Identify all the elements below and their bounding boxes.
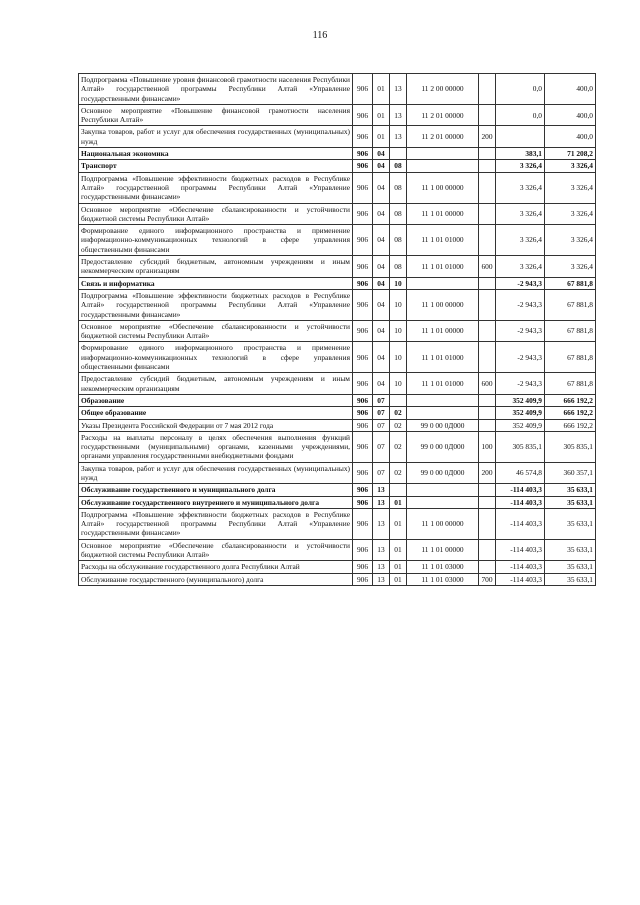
amount-total-cell: 3 326,4	[545, 172, 596, 203]
amount-change-cell: -2 943,3	[496, 320, 545, 342]
expense-type-cell: 600	[479, 256, 496, 278]
expense-type-cell	[479, 342, 496, 373]
section-code-cell: 04	[373, 225, 390, 256]
expense-name-cell: Подпрограмма «Повышение уровня финансовой грамотности населения Республики Алтай» государственной программы Республики Алтай «Управление государственными финансами»	[79, 74, 353, 105]
expense-name-cell: Формирование единого информационного пространства и применение информационно-коммуникационных технологий в сфере управления общественными финансами	[79, 225, 353, 256]
amount-total-cell: 400,0	[545, 74, 596, 105]
section-code-cell: 04	[373, 277, 390, 289]
amount-total-cell: 35 633,1	[545, 484, 596, 496]
target-article-cell: 99 0 00 0Д000	[407, 419, 479, 431]
expense-type-cell	[479, 277, 496, 289]
expense-name-cell: Закупка товаров, работ и услуг для обеспечения государственных (муниципальных) нужд	[79, 126, 353, 148]
amount-change-cell: 352 409,9	[496, 407, 545, 419]
section-code-cell: 04	[373, 256, 390, 278]
amount-change-cell: 3 326,4	[496, 203, 545, 225]
amount-change-cell: -114 403,3	[496, 539, 545, 561]
table-row	[79, 407, 596, 419]
subsection-code-cell: 10	[390, 277, 407, 289]
subsection-code-cell: 08	[390, 256, 407, 278]
subsection-code-cell	[390, 484, 407, 496]
subsection-code-cell	[390, 394, 407, 406]
subsection-code-cell: 02	[390, 407, 407, 419]
expense-type-cell	[479, 289, 496, 320]
expense-name-cell: Связь и информатика	[79, 277, 353, 289]
table-row	[79, 320, 596, 342]
section-code-cell: 13	[373, 539, 390, 561]
target-article-cell: 99 0 00 0Д000	[407, 462, 479, 484]
expense-name-cell: Предоставление субсидий бюджетным, автономным учреждениям и иным некоммерческим организациям	[79, 373, 353, 395]
section-code-cell: 04	[373, 373, 390, 395]
table-row	[79, 342, 596, 373]
amount-total-cell: 35 633,1	[545, 561, 596, 573]
expense-name-cell: Подпрограмма «Повышение эффективности бюджетных расходов в Республике Алтай» государственной программы Республики Алтай «Управление государственными финансами»	[79, 508, 353, 539]
expense-type-cell	[479, 419, 496, 431]
ministry-code-cell: 906	[353, 160, 373, 172]
target-article-cell: 11 1 01 00000	[407, 320, 479, 342]
amount-total-cell: 71 208,2	[545, 148, 596, 160]
expense-type-cell: 200	[479, 126, 496, 148]
subsection-code-cell: 10	[390, 289, 407, 320]
table-row	[79, 394, 596, 406]
expense-name-cell: Обслуживание государственного (муниципального) долга	[79, 573, 353, 585]
amount-change-cell: -114 403,3	[496, 508, 545, 539]
amount-change-cell: 3 326,4	[496, 256, 545, 278]
expense-name-cell: Основное мероприятие «Обеспечение сбалансированности и устойчивости бюджетной системы Республики Алтай»	[79, 203, 353, 225]
expense-name-cell: Закупка товаров, работ и услуг для обеспечения государственных (муниципальных) нужд	[79, 462, 353, 484]
amount-total-cell: 35 633,1	[545, 573, 596, 585]
subsection-code-cell: 13	[390, 74, 407, 105]
expense-name-cell: Указы Президента Российской Федерации от 7 мая 2012 года	[79, 419, 353, 431]
table-row	[79, 104, 596, 126]
expense-type-cell	[479, 484, 496, 496]
target-article-cell: 11 1 01 00000	[407, 539, 479, 561]
target-article-cell	[407, 394, 479, 406]
target-article-cell: 11 2 00 00000	[407, 74, 479, 105]
ministry-code-cell: 906	[353, 394, 373, 406]
section-code-cell: 07	[373, 407, 390, 419]
expense-name-cell: Основное мероприятие «Обеспечение сбалансированности и устойчивости бюджетной системы Республики Алтай»	[79, 320, 353, 342]
table-row	[79, 172, 596, 203]
section-code-cell: 13	[373, 561, 390, 573]
subsection-code-cell: 10	[390, 342, 407, 373]
expense-name-cell: Предоставление субсидий бюджетным, автономным учреждениям и иным некоммерческим организациям	[79, 256, 353, 278]
expense-name-cell: Общее образование	[79, 407, 353, 419]
ministry-code-cell: 906	[353, 126, 373, 148]
table-row	[79, 419, 596, 431]
ministry-code-cell: 906	[353, 484, 373, 496]
table-row	[79, 573, 596, 585]
amount-change-cell: -2 943,3	[496, 277, 545, 289]
expense-type-cell	[479, 561, 496, 573]
subsection-code-cell: 13	[390, 126, 407, 148]
expense-name-cell: Образование	[79, 394, 353, 406]
table-row	[79, 539, 596, 561]
expense-type-cell	[479, 160, 496, 172]
ministry-code-cell: 906	[353, 561, 373, 573]
ministry-code-cell: 906	[353, 320, 373, 342]
target-article-cell: 99 0 00 0Д000	[407, 431, 479, 462]
expense-type-cell	[479, 394, 496, 406]
expense-type-cell	[479, 203, 496, 225]
table-row	[79, 462, 596, 484]
target-article-cell	[407, 484, 479, 496]
amount-total-cell: 3 326,4	[545, 256, 596, 278]
expense-type-cell	[479, 104, 496, 126]
table-row	[79, 289, 596, 320]
amount-change-cell: 3 326,4	[496, 225, 545, 256]
section-code-cell: 13	[373, 573, 390, 585]
ministry-code-cell: 906	[353, 573, 373, 585]
subsection-code-cell: 08	[390, 203, 407, 225]
amount-total-cell: 666 192,2	[545, 419, 596, 431]
subsection-code-cell: 01	[390, 539, 407, 561]
table-row	[79, 431, 596, 462]
target-article-cell: 11 1 01 01000	[407, 373, 479, 395]
table-row	[79, 126, 596, 148]
section-code-cell: 04	[373, 160, 390, 172]
ministry-code-cell: 906	[353, 148, 373, 160]
section-code-cell: 07	[373, 394, 390, 406]
target-article-cell: 11 1 01 03000	[407, 561, 479, 573]
expense-name-cell: Обслуживание государственного внутреннего и муниципального долга	[79, 496, 353, 508]
amount-change-cell: 3 326,4	[496, 160, 545, 172]
ministry-code-cell: 906	[353, 496, 373, 508]
target-article-cell	[407, 277, 479, 289]
amount-change-cell: 305 835,1	[496, 431, 545, 462]
target-article-cell: 11 1 01 03000	[407, 573, 479, 585]
subsection-code-cell: 01	[390, 561, 407, 573]
amount-change-cell: 383,1	[496, 148, 545, 160]
amount-change-cell: -114 403,3	[496, 561, 545, 573]
amount-total-cell: 35 633,1	[545, 539, 596, 561]
section-code-cell: 04	[373, 342, 390, 373]
amount-change-cell: -2 943,3	[496, 373, 545, 395]
amount-total-cell: 400,0	[545, 126, 596, 148]
table-row	[79, 160, 596, 172]
amount-change-cell: 3 326,4	[496, 172, 545, 203]
section-code-cell: 01	[373, 104, 390, 126]
expense-type-cell	[479, 496, 496, 508]
amount-change-cell: -114 403,3	[496, 496, 545, 508]
ministry-code-cell: 906	[353, 277, 373, 289]
target-article-cell: 11 1 00 00000	[407, 172, 479, 203]
target-article-cell: 11 1 01 01000	[407, 256, 479, 278]
amount-change-cell: -2 943,3	[496, 342, 545, 373]
ministry-code-cell: 906	[353, 431, 373, 462]
subsection-code-cell: 02	[390, 419, 407, 431]
budget-table	[78, 73, 596, 586]
table-row	[79, 508, 596, 539]
ministry-code-cell: 906	[353, 342, 373, 373]
expense-type-cell: 600	[479, 373, 496, 395]
ministry-code-cell: 906	[353, 373, 373, 395]
expense-type-cell: 100	[479, 431, 496, 462]
expense-type-cell	[479, 539, 496, 561]
amount-total-cell: 67 881,8	[545, 277, 596, 289]
section-code-cell: 07	[373, 431, 390, 462]
target-article-cell: 11 1 01 00000	[407, 203, 479, 225]
ministry-code-cell: 906	[353, 203, 373, 225]
ministry-code-cell: 906	[353, 104, 373, 126]
table-row	[79, 148, 596, 160]
amount-change-cell: 352 409,9	[496, 394, 545, 406]
section-code-cell: 07	[373, 419, 390, 431]
ministry-code-cell: 906	[353, 74, 373, 105]
subsection-code-cell: 08	[390, 225, 407, 256]
table-row	[79, 277, 596, 289]
subsection-code-cell: 08	[390, 172, 407, 203]
amount-change-cell: 0,0	[496, 104, 545, 126]
amount-change-cell: 46 574,8	[496, 462, 545, 484]
amount-change-cell: -114 403,3	[496, 484, 545, 496]
section-code-cell: 04	[373, 289, 390, 320]
amount-change-cell: -114 403,3	[496, 573, 545, 585]
subsection-code-cell: 10	[390, 320, 407, 342]
expense-type-cell	[479, 172, 496, 203]
section-code-cell: 07	[373, 462, 390, 484]
section-code-cell: 04	[373, 203, 390, 225]
target-article-cell	[407, 160, 479, 172]
section-code-cell: 04	[373, 320, 390, 342]
target-article-cell: 11 2 01 00000	[407, 126, 479, 148]
expense-type-cell	[479, 407, 496, 419]
target-article-cell: 11 1 00 00000	[407, 508, 479, 539]
amount-total-cell: 400,0	[545, 104, 596, 126]
amount-change-cell: 352 409,9	[496, 419, 545, 431]
expense-type-cell: 700	[479, 573, 496, 585]
expense-name-cell: Национальная экономика	[79, 148, 353, 160]
expense-name-cell: Расходы на обслуживание государственного долга Республики Алтай	[79, 561, 353, 573]
page-number: 116	[312, 30, 328, 41]
target-article-cell: 11 1 00 00000	[407, 289, 479, 320]
subsection-code-cell: 08	[390, 160, 407, 172]
subsection-code-cell: 02	[390, 462, 407, 484]
amount-total-cell: 666 192,2	[545, 394, 596, 406]
amount-total-cell: 35 633,1	[545, 496, 596, 508]
target-article-cell	[407, 407, 479, 419]
ministry-code-cell: 906	[353, 407, 373, 419]
subsection-code-cell	[390, 148, 407, 160]
amount-change-cell: -2 943,3	[496, 289, 545, 320]
table-body	[79, 74, 596, 586]
expense-type-cell	[479, 74, 496, 105]
amount-total-cell: 67 881,8	[545, 373, 596, 395]
amount-total-cell: 3 326,4	[545, 203, 596, 225]
target-article-cell: 11 2 01 00000	[407, 104, 479, 126]
section-code-cell: 01	[373, 74, 390, 105]
table-row	[79, 225, 596, 256]
ministry-code-cell: 906	[353, 419, 373, 431]
amount-total-cell: 35 633,1	[545, 508, 596, 539]
subsection-code-cell: 02	[390, 431, 407, 462]
expense-name-cell: Подпрограмма «Повышение эффективности бюджетных расходов в Республике Алтай» государственной программы Республики Алтай «Управление государственными финансами»	[79, 172, 353, 203]
expense-type-cell	[479, 508, 496, 539]
subsection-code-cell: 13	[390, 104, 407, 126]
expense-name-cell: Основное мероприятие «Обеспечение сбалансированности и устойчивости бюджетной системы Республики Алтай»	[79, 539, 353, 561]
amount-change-cell: 0,0	[496, 74, 545, 105]
expense-name-cell: Обслуживание государственного и муниципального долга	[79, 484, 353, 496]
expense-name-cell: Подпрограмма «Повышение эффективности бюджетных расходов в Республике Алтай» государственной программы Республики Алтай «Управление государственными финансами»	[79, 289, 353, 320]
target-article-cell: 11 1 01 01000	[407, 342, 479, 373]
expense-type-cell: 200	[479, 462, 496, 484]
amount-total-cell: 666 192,2	[545, 407, 596, 419]
table-row	[79, 561, 596, 573]
expense-type-cell	[479, 225, 496, 256]
amount-total-cell: 67 881,8	[545, 342, 596, 373]
target-article-cell	[407, 148, 479, 160]
expense-name-cell: Основное мероприятие «Повышение финансовой грамотности населения Республики Алтай»	[79, 104, 353, 126]
section-code-cell: 04	[373, 148, 390, 160]
section-code-cell: 01	[373, 126, 390, 148]
table-row	[79, 256, 596, 278]
table-row	[79, 373, 596, 395]
amount-total-cell: 3 326,4	[545, 225, 596, 256]
amount-change-cell	[496, 126, 545, 148]
table-row	[79, 74, 596, 105]
expense-name-cell: Транспорт	[79, 160, 353, 172]
ministry-code-cell: 906	[353, 256, 373, 278]
subsection-code-cell: 01	[390, 573, 407, 585]
section-code-cell: 13	[373, 508, 390, 539]
target-article-cell: 11 1 01 01000	[407, 225, 479, 256]
table-row	[79, 496, 596, 508]
table-row	[79, 484, 596, 496]
ministry-code-cell: 906	[353, 462, 373, 484]
expense-type-cell	[479, 320, 496, 342]
expense-name-cell: Формирование единого информационного пространства и применение информационно-коммуникационных технологий в сфере управления общественными финансами	[79, 342, 353, 373]
amount-total-cell: 67 881,8	[545, 320, 596, 342]
subsection-code-cell: 01	[390, 496, 407, 508]
section-code-cell: 13	[373, 496, 390, 508]
amount-total-cell: 67 881,8	[545, 289, 596, 320]
expense-name-cell: Расходы на выплаты персоналу в целях обеспечения выполнения функций государственными (муниципальными) органами, казенными учреждениями, органами управления государственными внебюджетными фондами	[79, 431, 353, 462]
subsection-code-cell: 01	[390, 508, 407, 539]
section-code-cell: 04	[373, 172, 390, 203]
subsection-code-cell: 10	[390, 373, 407, 395]
amount-total-cell: 305 835,1	[545, 431, 596, 462]
ministry-code-cell: 906	[353, 225, 373, 256]
target-article-cell	[407, 496, 479, 508]
expense-type-cell	[479, 148, 496, 160]
amount-total-cell: 360 357,1	[545, 462, 596, 484]
ministry-code-cell: 906	[353, 508, 373, 539]
table-row	[79, 203, 596, 225]
ministry-code-cell: 906	[353, 172, 373, 203]
ministry-code-cell: 906	[353, 539, 373, 561]
section-code-cell: 13	[373, 484, 390, 496]
ministry-code-cell: 906	[353, 289, 373, 320]
amount-total-cell: 3 326,4	[545, 160, 596, 172]
